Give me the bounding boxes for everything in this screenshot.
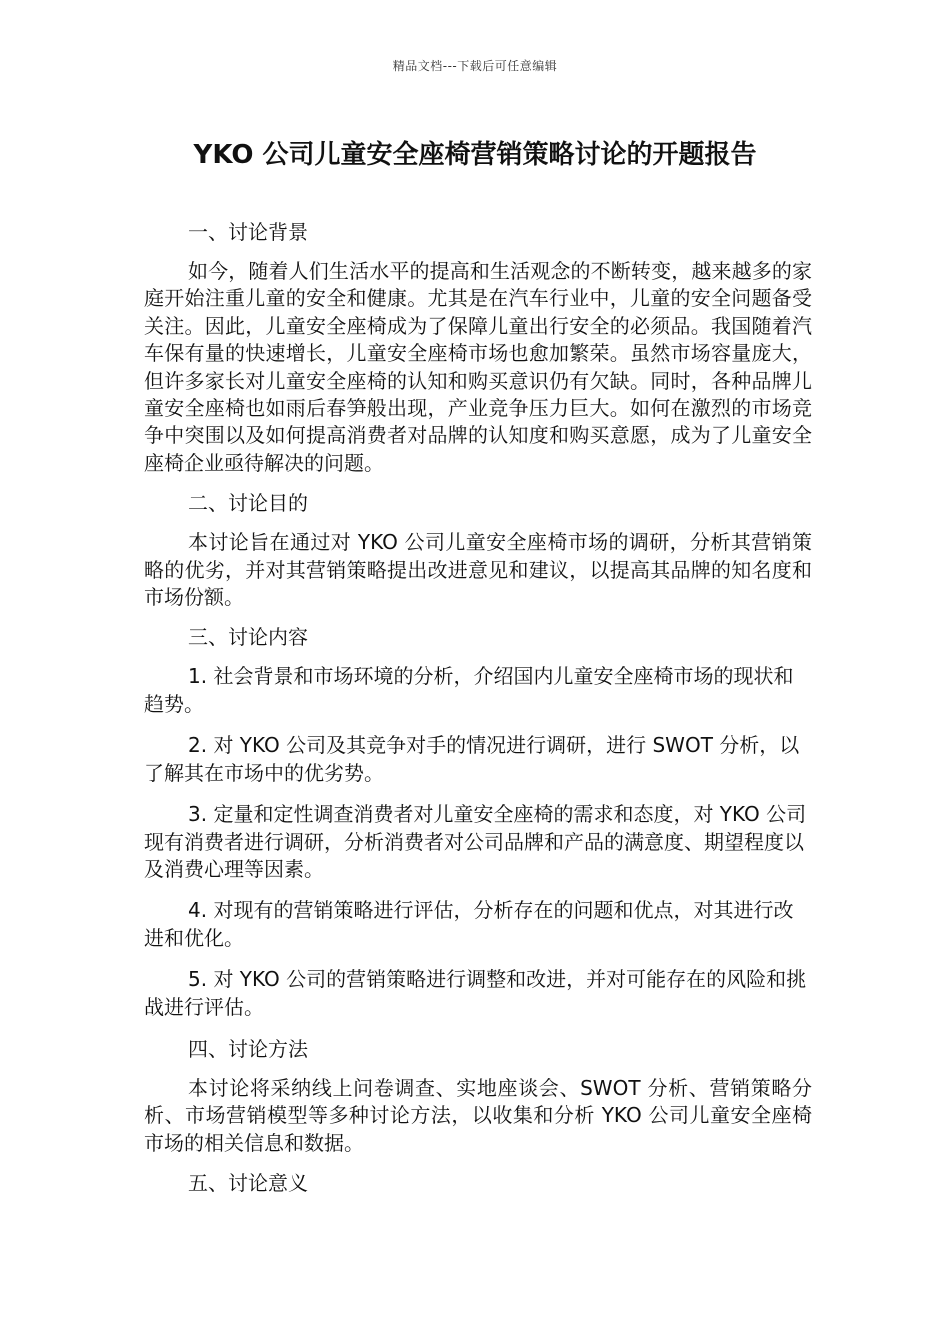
background-paragraph: 如今，随着人们生活水平的提高和生活观念的不断转变，越来越多的家庭开始注重儿童的安全和健康。尤其是在汽车行业中，儿童的安全问题备受关注。因此，儿童安全座椅成为了保障儿童出行安全的必须品。我国随着汽车保有量的快速增长，儿童安全座椅市场也愈加繁荣。虽然市场容量庞大，但许多家长对儿童安全座椅的认知和购买意识仍有欠缺。同时，各种品牌儿童安全座椅也如雨后春笋般出现，产业竞争压力巨大。如何在激烈的市场竞争中突围以及如何提高消费者对品牌的认知度和购买意愿，成为了儿童安全座椅企业亟待解决的问题。 <box>144 259 812 475</box>
content-item-5: 5. 对 YKO 公司的营销策略进行调整和改进，并对可能存在的风险和挑战进行评估。 <box>144 967 807 1019</box>
content-item-1: 1. 社会背景和市场环境的分析，介绍国内儿童安全座椅市场的现状和趋势。 <box>144 664 794 716</box>
purpose-paragraph: 本讨论旨在通过对 YKO 公司儿童安全座椅市场的调研，分析其营销策略的优劣，并对其营销策略提出改进意见和建议，以提高其品牌的知名度和市场份额。 <box>144 530 812 610</box>
header-note: 精品文档---下载后可任意编辑 <box>392 59 558 73</box>
section-heading-method: 四、讨论方法 <box>188 1036 308 1061</box>
section-heading-purpose: 二、讨论目的 <box>188 491 308 516</box>
document-body <box>144 215 812 1209</box>
method-paragraph: 本讨论将采纳线上问卷调查、实地座谈会、SWOT 分析、营销策略分析、市场营销模型等多种讨论方法，以收集和分析 YKO 公司儿童安全座椅市场的相关信息和数据。 <box>144 1075 812 1155</box>
content-item-3: 3. 定量和定性调查消费者对儿童安全座椅的需求和态度，对 YKO 公司现有消费者进行调研，分析消费者对公司品牌和产品的满意度、期望程度以及消费心理等因素。 <box>144 802 807 881</box>
document-title: YKO 公司儿童安全座椅营销策略讨论的开题报告 <box>193 140 757 170</box>
content-item-4: 4. 对现有的营销策略进行评估，分析存在的问题和优点，对其进行改进和优化。 <box>144 898 794 950</box>
section-heading-content: 三、讨论内容 <box>188 625 308 650</box>
content-item-2: 2. 对 YKO 公司及其竞争对手的情况进行调研，进行 SWOT 分析，以了解其在市场中的优劣势。 <box>144 733 800 785</box>
section-heading-significance: 五、讨论意义 <box>188 1171 308 1196</box>
section-heading-background: 一、讨论背景 <box>188 220 308 244</box>
